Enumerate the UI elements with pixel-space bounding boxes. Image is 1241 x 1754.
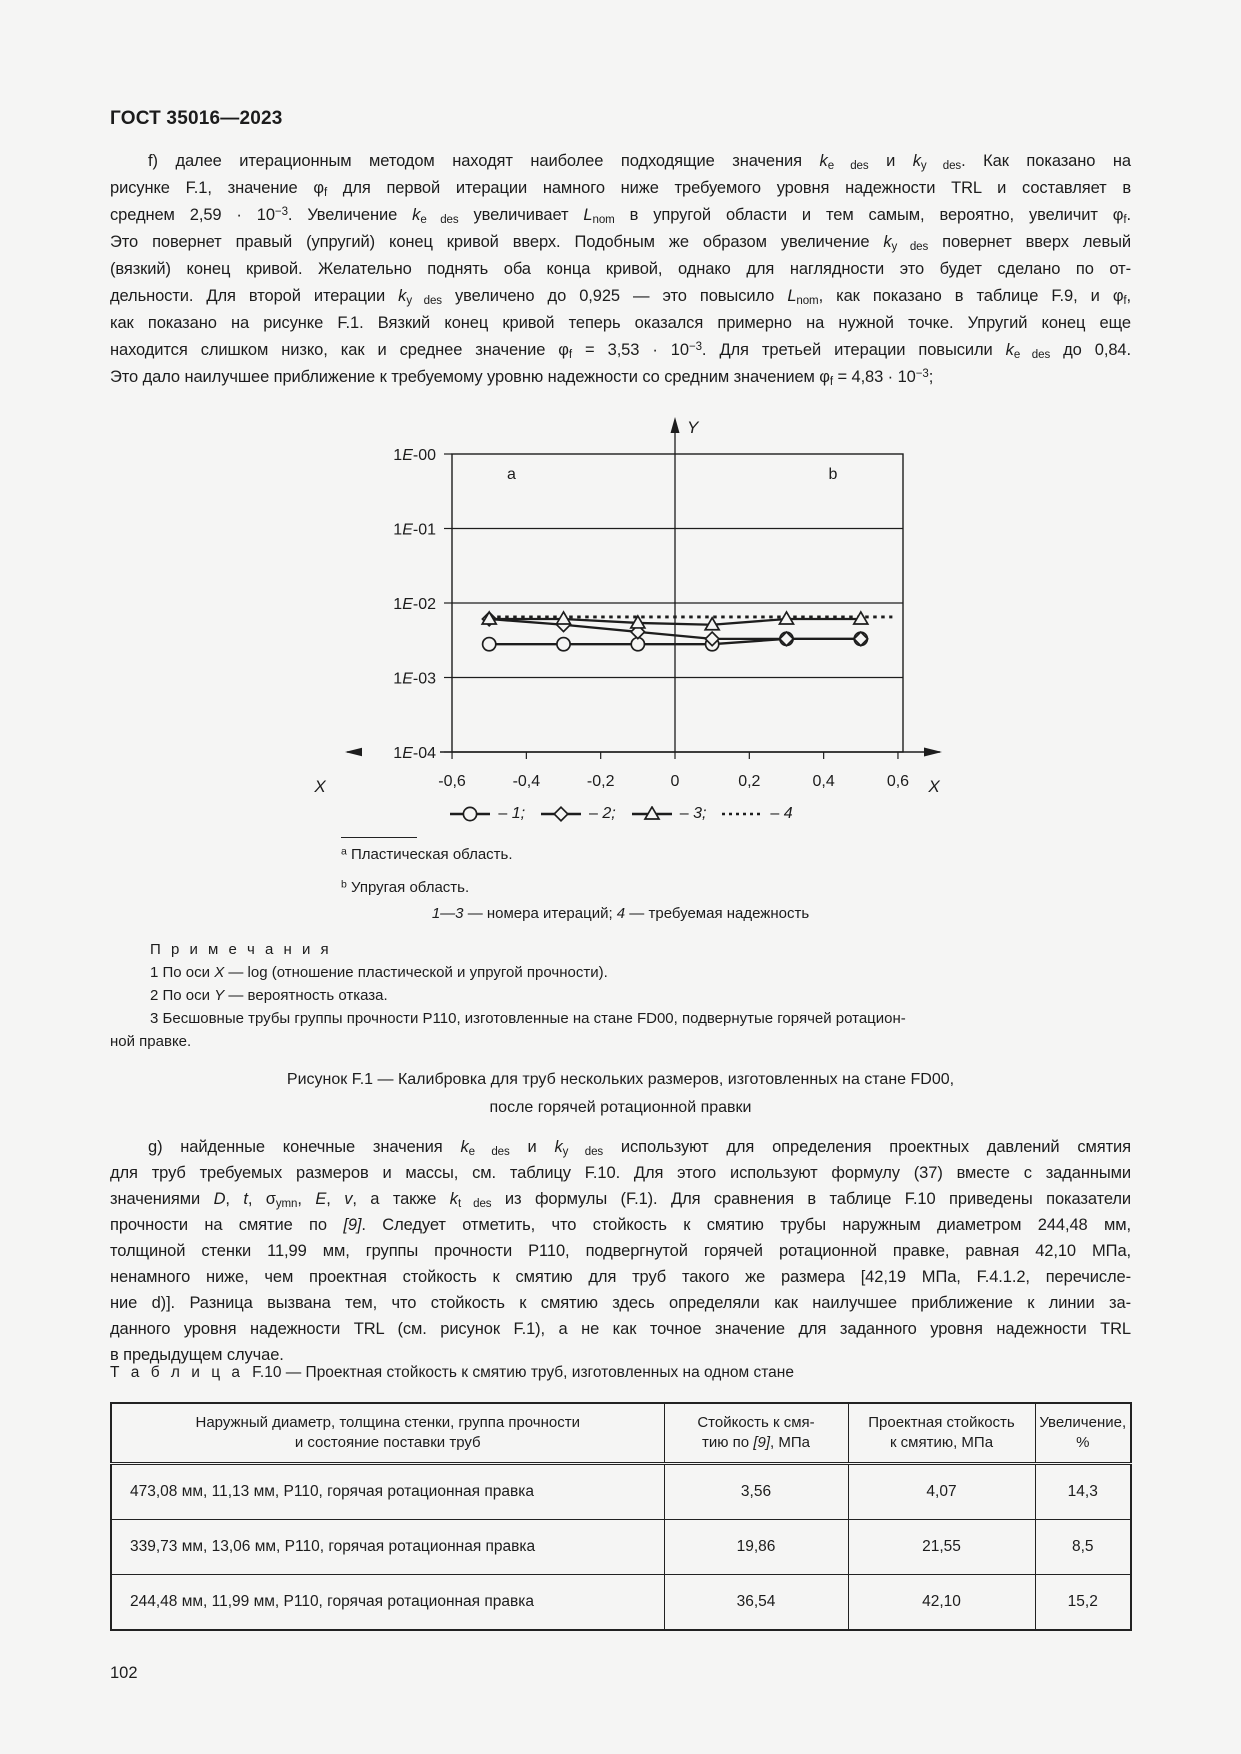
table-cell: 3,56	[664, 1464, 848, 1520]
legend-triangle-icon	[630, 806, 674, 822]
text-line: толщиной стенки 11,99 мм, группы прочности Р110, подвергнутой горячей ротационной правке, равная 42,10 МПа,	[110, 1242, 1131, 1260]
col-header-pipe: Наружный диаметр, толщина стенки, группа прочности и состояние поставки труб	[111, 1403, 664, 1464]
svg-text:-0,6: -0,6	[438, 773, 466, 790]
figure-caption-line1: Рисунок F.1 — Калибровка для труб нескольких размеров, изготовленных на стане FD00,	[286, 1071, 955, 1088]
svg-text:1E-01: 1E-01	[393, 521, 436, 539]
legend-label: – 2;	[589, 805, 616, 822]
legend-item	[448, 805, 525, 823]
legend-label: – 4	[770, 805, 793, 822]
notes-block	[110, 938, 1131, 1053]
figure-caption	[110, 1066, 1131, 1122]
figure-f1-chart	[300, 405, 980, 800]
svg-text:1E-04: 1E-04	[393, 745, 436, 762]
text-line: значениями D, t, $\sigma_{ymn}$, E, v, а также $k_{t des}$ из формулы (F.1). Для сравнения в таблице F.10 приведены показатели	[110, 1190, 1132, 1210]
paragraph-g	[110, 1134, 1131, 1368]
text-line: рисунке F.1, значение $\varphi_f$ для первой итерации намного ниже требуемого уровня надежности TRL и составляет в	[110, 179, 1131, 199]
text-line: ненамного ниже, чем проектная стойкость к смятию для труб такого же размера [42,19 МПа, F.4.1.2, перечисле-	[110, 1268, 1131, 1286]
table-cell: 14,3	[1035, 1464, 1131, 1520]
table-header-row	[111, 1403, 1131, 1464]
figure-caption-line2: после горячей ротационной правки	[489, 1099, 752, 1116]
footnote-text: Упругая область.	[351, 879, 470, 896]
note-item: 2 По оси Y — вероятность отказа.	[150, 987, 388, 1004]
text-line: данного уровня надежности TRL (см. рисунок F.1), а не как точное значение для заданного уровня надежности TRL	[110, 1320, 1131, 1338]
legend-label: – 1;	[498, 805, 526, 822]
page-number: 102	[110, 1664, 138, 1682]
table-cell: 339,73 мм, 13,06 мм, Р110, горячая ротационная правка	[111, 1520, 664, 1575]
figure-legend-caption: 1—3 — номера итераций; 4 — требуемая надежность	[431, 905, 810, 922]
svg-text:-0,4: -0,4	[512, 773, 541, 790]
text-line: прочности на смятие по [9]. Следует отметить, что стойкость к смятию трубы наружным диаметром 244,48 мм,	[110, 1216, 1131, 1234]
legend-label: – 3;	[679, 805, 707, 822]
text-line: дельности. Для второй итерации $k_{y des}$ увеличено до 0,925 — это повысило $L_{nom}$, как показано в таблице F.9, и $\varphi_f$,	[110, 287, 1132, 307]
footnote-a	[341, 846, 513, 863]
svg-text:X: X	[928, 777, 940, 796]
table-cell: 15,2	[1035, 1575, 1131, 1631]
text-line: g) найденные конечные значения $k_{e des}$ и $k_{y des}$ используют для определения проектных давлений смятия	[148, 1138, 1132, 1158]
svg-text:X: X	[314, 777, 326, 796]
text-line: для труб требуемых размеров и массы, см. таблицу F.10. Для этого используют формулу (37) вместе с заданными	[110, 1164, 1131, 1182]
text-line: Это повернет правый (упругий) конец кривой вверх. Подобным же образом увеличение $k_{y des}$ повернет вверх левый	[110, 233, 1131, 253]
text-line: (вязкий) конец кривой. Желательно поднять оба конца кривой, однако для наглядности это будет сделано по от-	[110, 260, 1131, 278]
table-cell: 8,5	[1035, 1520, 1131, 1575]
table-cell: 244,48 мм, 11,99 мм, Р110, горячая ротационная правка	[111, 1575, 664, 1631]
footnote-divider	[341, 837, 417, 838]
svg-text:1E-02: 1E-02	[393, 596, 436, 613]
table-row	[111, 1464, 1131, 1520]
svg-text:a: a	[507, 465, 516, 483]
legend-item	[630, 805, 707, 823]
note-item: 3 Бесшовные трубы группы прочности Р110, изготовленные на стане FD00, подвернутые горячей ротацион-	[150, 1010, 906, 1027]
svg-text:0,4: 0,4	[812, 773, 835, 790]
svg-text:-0,2: -0,2	[586, 773, 615, 790]
table-title-text: F.10 — Проектная стойкость к смятию труб, изготовленных на одном стане	[252, 1364, 794, 1381]
svg-text:Y: Y	[687, 418, 699, 437]
table-row	[111, 1575, 1131, 1631]
svg-text:b: b	[828, 465, 838, 483]
text-line: в предыдущем случае.	[110, 1346, 284, 1364]
table-cell: 19,86	[664, 1520, 848, 1575]
table-title	[110, 1364, 1131, 1382]
footnote-marker: b	[341, 878, 347, 891]
col-header-design-collapse: Проектная стойкость к смятию, МПа	[848, 1403, 1035, 1464]
text-line: как показано на рисунке F.1. Вязкий конец кривой теперь оказался примерно на нужной точке. Упругий конец еще	[110, 314, 1131, 332]
text-line: f) далее итерационным методом находят наиболее подходящие значения $k_{e des}$ и $k_{y des}$. Как показано на	[148, 152, 1131, 172]
col-header-collapse-9: Стойкость к смя- тию по [9], МПа	[664, 1403, 848, 1464]
chart-legend	[110, 805, 1131, 823]
table-cell: 36,54	[664, 1575, 848, 1631]
table-cell: 473,08 мм, 11,13 мм, Р110, горячая ротационная правка	[111, 1464, 664, 1520]
standard-code: ГОСТ 35016—2023	[110, 108, 283, 129]
notes-title: П р и м е ч а н и я	[150, 941, 332, 958]
table-row	[111, 1520, 1131, 1575]
svg-text:1E-00: 1E-00	[393, 447, 436, 464]
table-cell: 4,07	[848, 1464, 1035, 1520]
text-line: ние d)]. Разница вызвана тем, что стойкость к смятию здесь определяли как наилучшее приближение к линии за-	[110, 1294, 1131, 1312]
svg-text:0,2: 0,2	[738, 773, 761, 790]
footnote-text: Пластическая область.	[351, 846, 513, 863]
legend-diamond-icon	[539, 806, 583, 822]
text-line: Это дало наилучшее приближение к требуемому уровню надежности со средним значением $\varphi_f = 4,83 \cdot 10^{-3}$;	[110, 367, 934, 388]
svg-text:1E-03: 1E-03	[393, 670, 436, 688]
legend-item	[539, 805, 616, 823]
table-cell: 42,10	[848, 1575, 1035, 1631]
table-cell: 21,55	[848, 1520, 1035, 1575]
note-item: 1 По оси X — log (отношение пластической и упругой прочности).	[150, 964, 608, 981]
svg-text:0: 0	[670, 773, 680, 790]
table-f10	[110, 1402, 1132, 1631]
col-header-increase: Увеличение, %	[1035, 1403, 1131, 1464]
note-item-continuation: ной правке.	[110, 1033, 192, 1050]
legend-dotted-icon	[720, 806, 764, 822]
footnote-b	[341, 879, 469, 896]
legend-circle-icon	[448, 806, 492, 822]
table-title-label: Т а б л и ц а	[110, 1364, 244, 1381]
footnote-marker: a	[341, 845, 347, 858]
legend-item	[720, 805, 792, 823]
text-line: находится слишком низко, как и среднее значение $\varphi_f = 3,53 \cdot 10^{-3}$. Для третьей итерации повысили $k_{e des}$ до 0,84.	[110, 340, 1131, 361]
text-line: среднем $2,59 \cdot 10^{-3}$. Увеличение $k_{e des}$ увеличивает $L_{nom}$ в упругой области и тем самым, вероятно, увеличит $\varphi_f$.	[110, 205, 1132, 226]
paragraph-f	[110, 148, 1131, 391]
svg-text:0,6: 0,6	[886, 773, 910, 790]
